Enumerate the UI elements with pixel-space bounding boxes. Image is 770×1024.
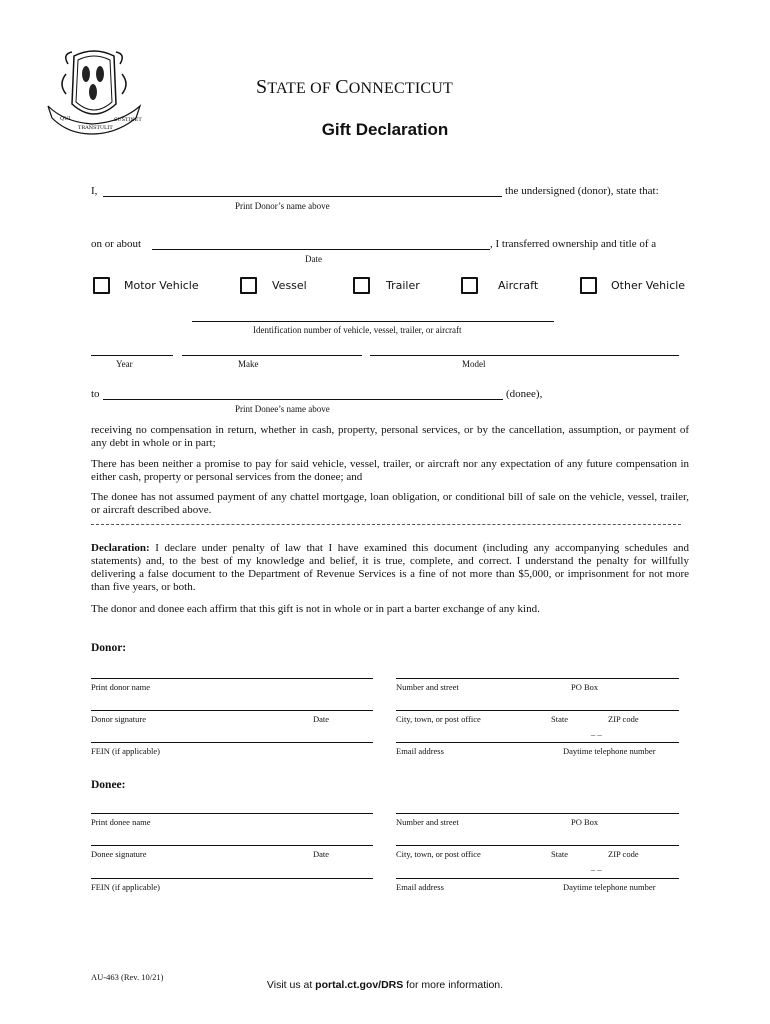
checkbox-motor-vehicle[interactable] — [93, 277, 110, 294]
date-suffix: , I transferred ownership and title of a — [490, 238, 657, 250]
donor-name-input[interactable] — [91, 678, 373, 679]
transfer-date-field[interactable] — [152, 249, 490, 250]
donor-city-input[interactable] — [396, 710, 679, 711]
checkbox-trailer[interactable] — [353, 277, 370, 294]
checkbox-vessel[interactable] — [240, 277, 257, 294]
statement-no-mortgage: The donee has not assumed payment of any chattel mortgage, loan obligation, or conditional bill of sale on the vehicle, vessel, trailer, or aircraft described above. — [91, 491, 689, 516]
donor-date-label: Date — [313, 714, 330, 724]
label-vessel: Vessel — [272, 279, 307, 292]
donee-email-label: Email address — [396, 882, 444, 892]
donor-name-label: Print donor name — [91, 682, 151, 692]
donee-fein-label: FEIN (if applicable) — [91, 882, 160, 892]
donee-date-label: Date — [313, 849, 330, 859]
label-motor-vehicle: Motor Vehicle — [124, 279, 199, 292]
donee-name-field[interactable] — [103, 399, 503, 400]
donee-phone-label: Daytime telephone number — [563, 882, 656, 892]
donor-prefix: I, — [91, 185, 98, 197]
state-title: STATE OF CONNECTICUT — [256, 76, 453, 98]
donor-suffix: the undersigned (donor), state that: — [505, 185, 659, 197]
donee-city-label: City, town, or post office — [396, 849, 481, 859]
donor-fein-label: FEIN (if applicable) — [91, 746, 160, 756]
donee-heading: Donee: — [91, 779, 126, 791]
label-trailer: Trailer — [386, 279, 420, 292]
donee-suffix: (donee), — [506, 388, 543, 400]
affirmation-text: The donor and donee each affirm that this gift is not in whole or in part a barter exchange of any kind. — [91, 603, 540, 615]
donee-phone-dashes: – – — [591, 864, 602, 874]
donor-pobox-label: PO Box — [571, 682, 599, 692]
donee-pobox-label: PO Box — [571, 817, 599, 827]
donor-phone-label: Daytime telephone number — [563, 746, 656, 756]
svg-text:SUSTINET: SUSTINET — [114, 117, 142, 123]
statement-no-promise: There has been neither a promise to pay for said vehicle, vessel, trailer, or aircraft nor any expectation of any future compensation in either cash, property or personal services from the donee; and — [91, 458, 689, 483]
id-number-field[interactable] — [192, 321, 554, 322]
model-caption: Model — [462, 359, 486, 369]
form-title: Gift Declaration — [321, 120, 449, 139]
make-field[interactable] — [182, 355, 362, 356]
donee-name-caption: Print Donee’s name above — [235, 404, 330, 414]
donee-email-input[interactable] — [396, 878, 679, 879]
svg-text:TRANSTULIT: TRANSTULIT — [78, 125, 113, 131]
make-caption: Make — [238, 359, 259, 369]
date-prefix: on or about — [91, 238, 142, 250]
label-aircraft: Aircraft — [498, 279, 539, 292]
model-field[interactable] — [370, 355, 679, 356]
donor-zip-label: ZIP code — [608, 714, 639, 724]
portal-link[interactable]: portal.ct.gov/DRS — [315, 979, 404, 991]
donor-street-input[interactable] — [396, 678, 679, 679]
donor-name-field[interactable] — [103, 196, 502, 197]
id-number-caption: Identification number of vehicle, vessel, trailer, or aircraft — [253, 325, 462, 335]
donor-phone-dashes: – – — [591, 729, 602, 739]
checkbox-aircraft[interactable] — [461, 277, 478, 294]
section-divider — [91, 524, 681, 525]
donor-email-input[interactable] — [396, 742, 679, 743]
donee-name-input[interactable] — [91, 813, 373, 814]
donor-name-caption: Print Donor’s name above — [235, 201, 330, 211]
statement-compensation: receiving no compensation in return, whether in cash, property, personal services, or by the cancellation, assumption, or payment of any debt in whole or in part; — [91, 424, 689, 449]
donor-state-label: State — [551, 714, 568, 724]
year-caption: Year — [116, 359, 133, 369]
donor-fein-input[interactable] — [91, 742, 373, 743]
year-field[interactable] — [91, 355, 173, 356]
svg-text:QUI: QUI — [60, 116, 71, 122]
donee-street-label: Number and street — [396, 817, 459, 827]
donee-signature-input[interactable] — [91, 845, 373, 846]
date-caption: Date — [305, 254, 322, 264]
declaration-body: I declare under penalty of law that I have examined this document (including any accompanying schedules and statements) and, to the best of my knowledge and belief, it is true, complete, and correct. I understand the penalty for willfully delivering a false document to the Department of Revenue Services is a fine of not more than $5,000, or imprisonment for not more than five years, or both. — [91, 542, 689, 593]
donor-street-label: Number and street — [396, 682, 459, 692]
declaration-text — [91, 542, 689, 594]
declaration-label: Declaration: — [91, 542, 150, 554]
donee-signature-label: Donee signature — [91, 849, 147, 859]
donee-zip-label: ZIP code — [608, 849, 639, 859]
donee-city-input[interactable] — [396, 845, 679, 846]
label-other-vehicle: Other Vehicle — [611, 279, 686, 292]
donor-heading: Donor: — [91, 642, 127, 654]
donee-prefix: to — [91, 388, 100, 400]
donee-street-input[interactable] — [396, 813, 679, 814]
donor-email-label: Email address — [396, 746, 444, 756]
donee-name-label: Print donee name — [91, 817, 151, 827]
donee-fein-input[interactable] — [91, 878, 373, 879]
checkbox-other-vehicle[interactable] — [580, 277, 597, 294]
donee-state-label: State — [551, 849, 568, 859]
donor-city-label: City, town, or post office — [396, 714, 481, 724]
footer-visit: Visit us at portal.ct.gov/DRS for more information. — [266, 979, 504, 991]
donor-signature-input[interactable] — [91, 710, 373, 711]
donor-signature-label: Donor signature — [91, 714, 147, 724]
form-number: AU-463 (Rev. 10/21) — [91, 972, 164, 982]
